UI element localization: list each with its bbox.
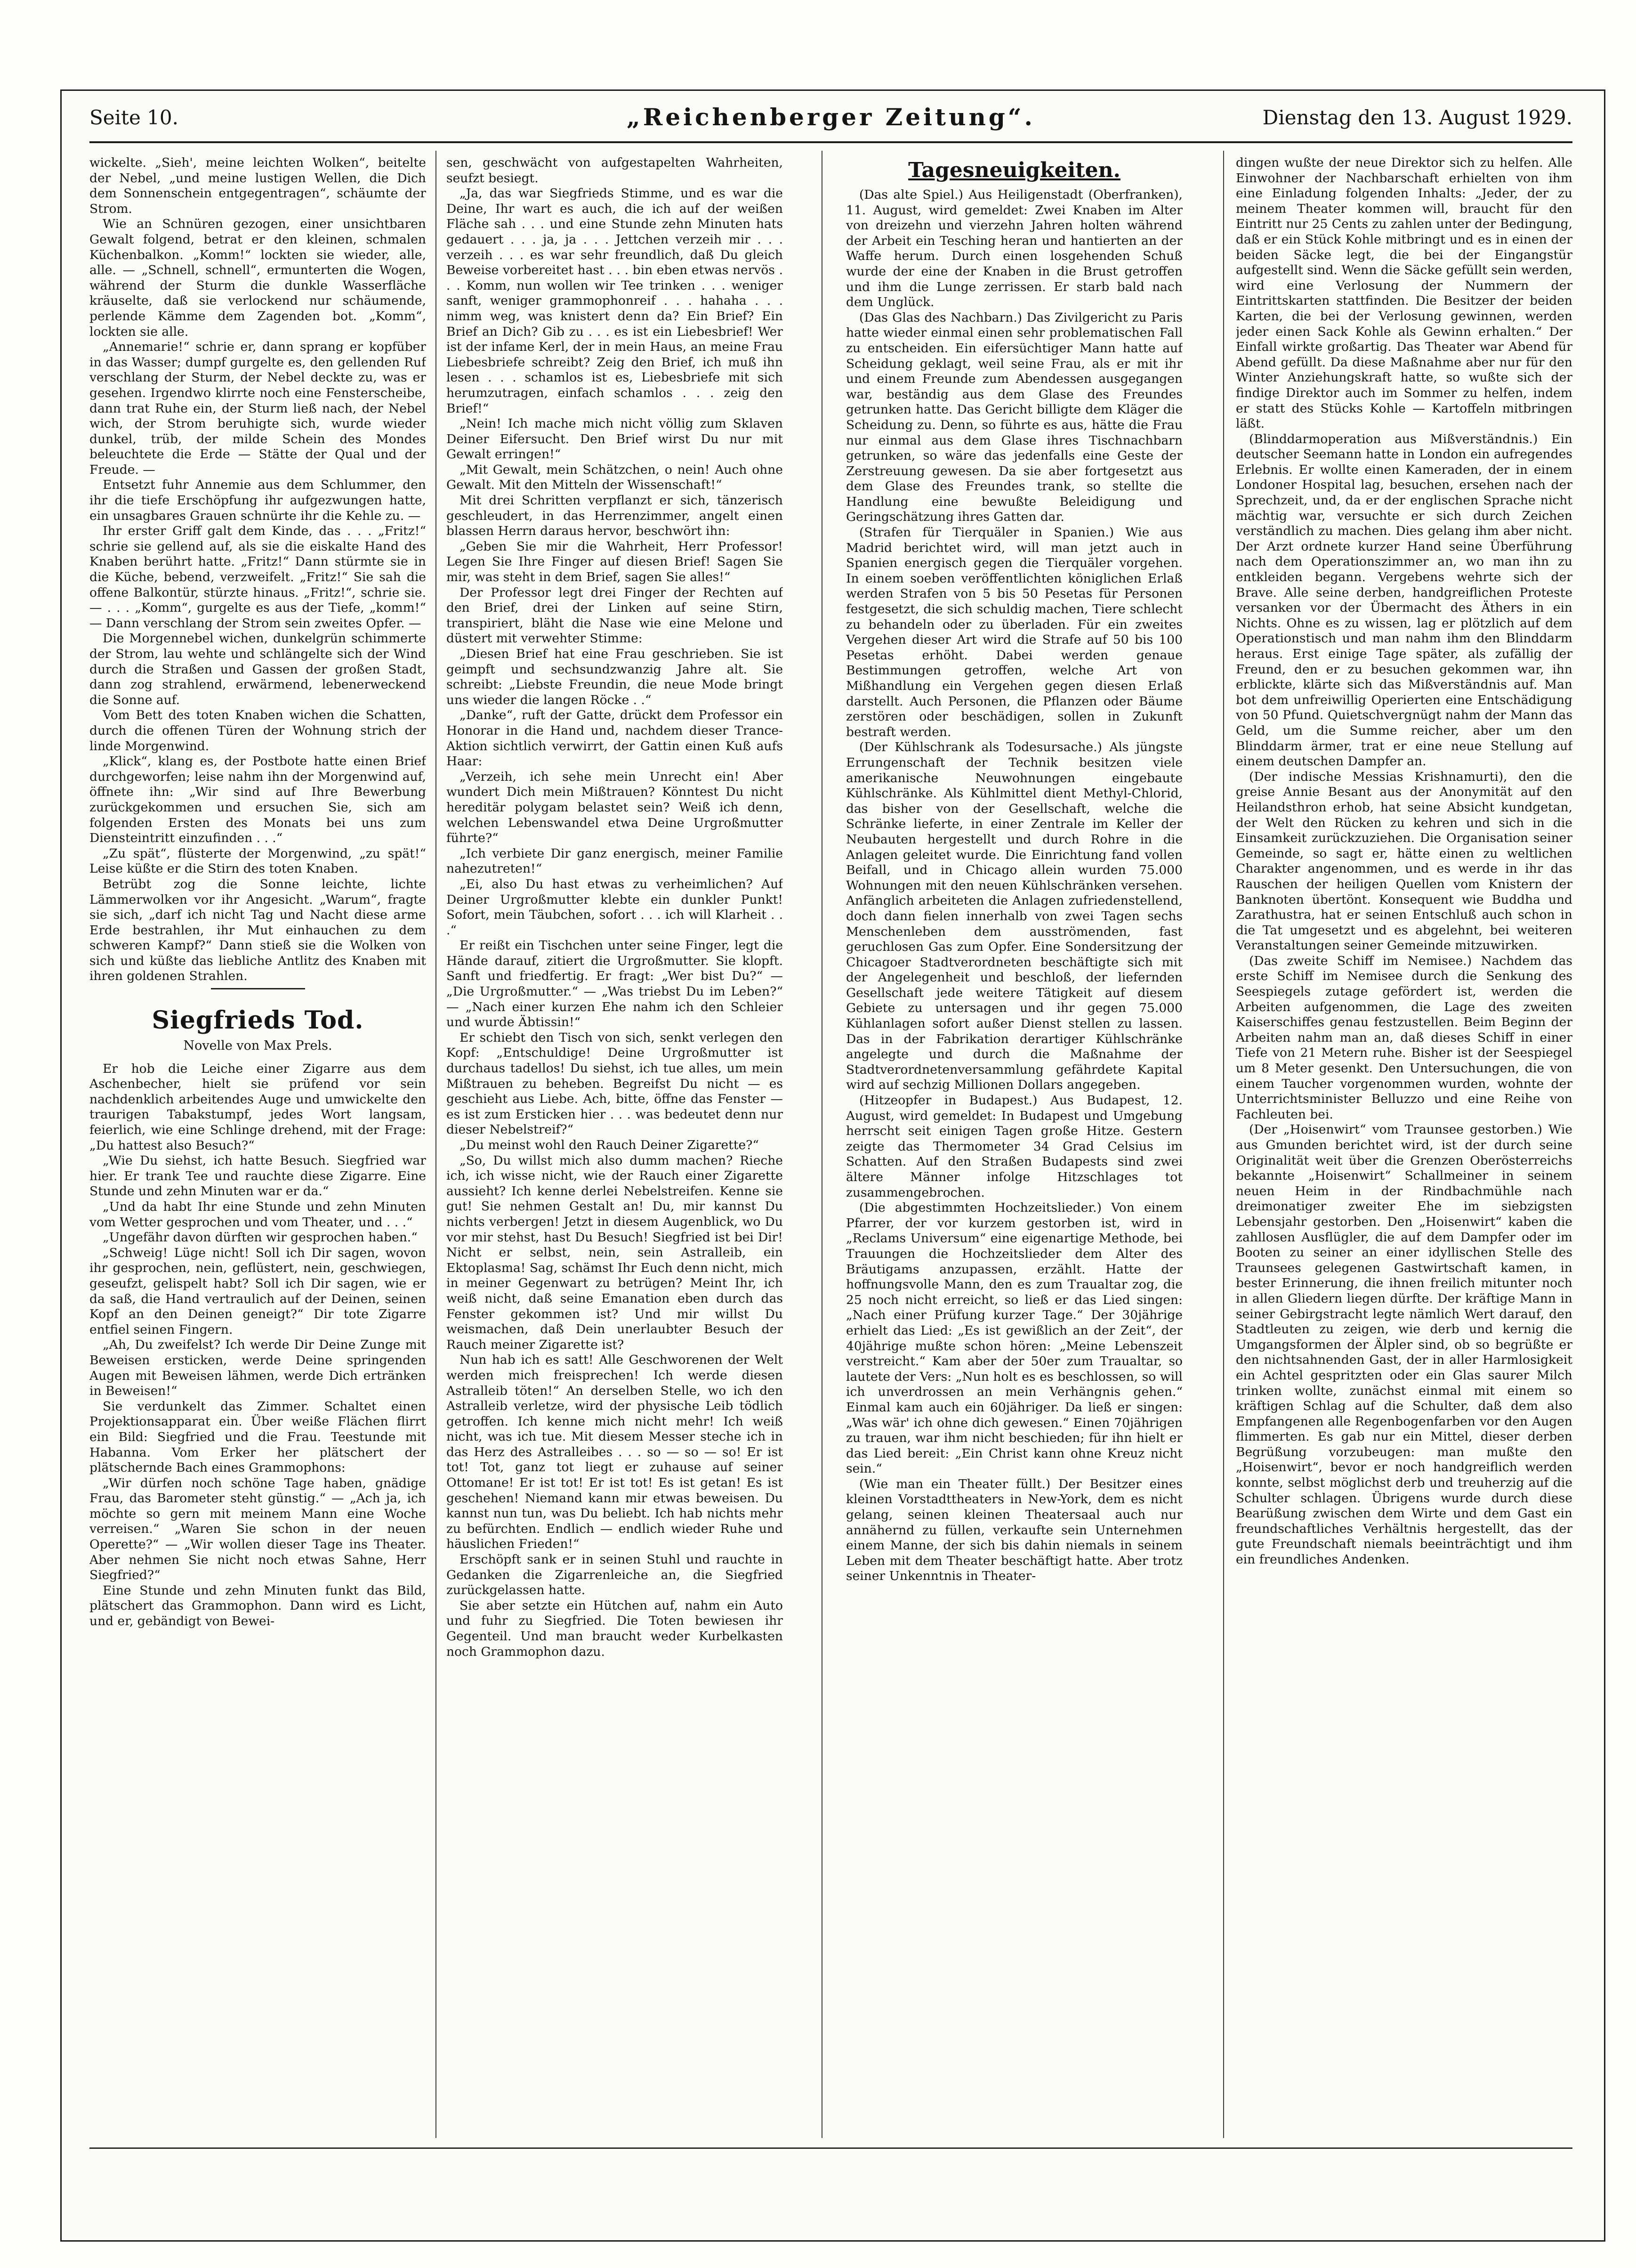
paragraph: Ihr erster Griff galt dem Kinde, das . . . „Fritz!“ schrie sie gellend auf, als sie die eiskalte Hand des Knaben berührt hatte. „Fritz!“ Dann stürmte sie in die Küche, bebend, verzweifelt. „Fritz!“ Sie sah die offene Balkontür, stürzte hinaus. „Fritz!“, schrie sie. — . . . „Komm“, gurgelte es aus der Tiefe, „komm!“ — Dann verschlang der Strom sein zweites Opfer. —	[89, 524, 426, 631]
page-header	[89, 103, 1572, 132]
paragraph: „Verzeih, ich sehe mein Unrecht ein! Aber wundert Dich mein Mißtrauen? Könntest Du nicht hereditär polygam belastet sein? Weiß ich denn, welchen Lebenswandel etwa Deine Urgroßmutter führte?“	[446, 769, 783, 846]
paragraph: „Ich verbiete Dir ganz energisch, meiner Familie nahezutreten!“	[446, 846, 783, 876]
paragraph: „Ja, das war Siegfrieds Stimme, und es war die Deine, Ihr wart es auch, die ich auf der weißen Fläche sah . . . und eine Stunde zehn Minuten hats gedauert . . . ja, ja . . . Jettchen verzeih mir . . . verzeih . . . es war sehr freundlich, daß Du gleich Beweise vorbereitet hast . . . bin eben etwas nervös . . . Komm, nun wollen wir Tee trinken . . . weniger sanft, weniger grammophonreif . . . hahaha . . . nimm weg, was knistert denn da? Ein Brief? Ein Brief an Dich? Gib zu . . . es ist ein Liebesbrief! Wer ist der infame Kerl, der in mein Haus, an meine Frau Liebesbriefe schreibt? Zeig den Brief, ich muß ihn lesen . . . schamlos ist es, Liebesbriefe mit sich herumzutragen, einfach schamlos . . . zeig den Brief!“	[446, 186, 783, 416]
paragraph: Erschöpft sank er in seinen Stuhl und rauchte in Gedanken die Zigarrenleiche an, die Siegfried zurückgelassen hatte.	[446, 1552, 783, 1598]
paragraph: „Danke“, ruft der Gatte, drückt dem Professor ein Honorar in die Hand und, nachdem dieser Trance-Aktion sichtlich verwirrt, der Gattin einen Kuß aufs Haar:	[446, 708, 783, 769]
paragraph: „Klick“, klang es, der Postbote hatte einen Brief durchgeworfen; leise nahm ihn der Morgenwind auf, öffnete ihn: „Wir sind auf Ihre Bewerbung zurückgekommen und ersuchen Sie, sich am folgenden Ersten des Monats bei uns zum Diensteintritt einzufinden . . .“	[89, 754, 426, 846]
paragraph: „Diesen Brief hat eine Frau geschrieben. Sie ist geimpft und sechsundzwanzig Jahre alt. Sie schreibt: „Liebste Freundin, die neue Mode bringt uns wieder die langen Röcke . .“	[446, 647, 783, 707]
footer-rule	[89, 2147, 1572, 2149]
paragraph: Die Morgennebel wichen, dunkelgrün schimmerte der Strom, lau wehte und schlängelte sich der Wind durch die Straßen und Gassen der großen Stadt, dann zog strahlend, erwärmend, lebenerweckend die Sonne auf.	[89, 631, 426, 707]
paragraph: „Geben Sie mir die Wahrheit, Herr Professor! Legen Sie Ihre Finger auf diesen Brief! Sagen Sie mir, was steht in dem Brief, sagen Sie alles!“	[446, 539, 783, 585]
paragraph: Sie aber setzte ein Hütchen auf, nahm ein Auto und fuhr zu Siegfried. Die Toten bewiesen ihr Gegenteil. Und man braucht weder Kurbelkasten noch Grammophon dazu.	[446, 1598, 783, 1659]
paragraph: Er schiebt den Tisch von sich, senkt verlegen den Kopf: „Entschuldige! Deine Urgroßmutter ist durchaus tadellos! Du siehst, ich tue alles, um mein Mißtrauen zu beheben. Begreifst Du nicht — es geschieht aus Liebe. Ach, bitte, öffne das Fenster — es ist zum Ersticken hier . . . was bedeutet denn nur dieser Nebelstreif?“	[446, 1030, 783, 1137]
paragraph: sen, geschwächt von aufgestapelten Wahrheiten, seufzt besiegt.	[446, 155, 783, 186]
paragraph: „Ei, also Du hast etwas zu verheimlichen? Auf Deiner Urgroßmutter klebte ein dunkler Punkt! Sofort, mein Täubchen, sofort . . . ich will Klarheit . . .“	[446, 876, 783, 938]
paragraph: „Zu spät“, flüsterte der Morgenwind, „zu spät!“ Leise küßte er die Stirn des toten Knaben.	[89, 846, 426, 876]
news-item: (Der indische Messias Krishnamurti), den die greise Annie Besant aus der Anonymität auf den Heilandsthron erhob, hat seine Absicht kundgetan, der Welt den Rücken zu kehren und sich in die Einsamkeit zurückzuziehen. Die Organisation seiner Gemeinde, so sagt er, hätte einen zu weltlichen Charakter angenommen, und es werde in ihr das Rauschen der heiligen Quellen vom Knistern der Banknoten übertönt. Konsequent wie Buddha und Zarathustra, hat er seinen Entschluß auch schon in die Tat umgesetzt und es abgelehnt, bei weiteren Veranstaltungen seiner Gemeinde mitzuwirken.	[1236, 769, 1572, 953]
paragraph: „Wie Du siehst, ich hatte Besuch. Siegfried war hier. Er trank Tee und rauchte diese Zigarre. Eine Stunde und zehn Minuten war er da.“	[89, 1153, 426, 1199]
news-item: dingen wußte der neue Direktor sich zu helfen. Alle Einwohner der Nachbarschaft erhielten von ihm eine Einladung folgenden Inhalts: „Jeder, der zu meinem Theater kommen will, braucht für den Eintritt nur 25 Cents zu zahlen unter der Bedingung, daß er ein Stück Kohle mitbringt und es in einen der beiden Säcke legt, die bei der Eingangstür aufgestellt sind. Wenn die Säcke gefüllt sein werden, wird eine Verlosung der Nummern der Eintrittskarten stattfinden. Die Besitzer der beiden Karten, die bei der Verlosung gewinnen, werden jeder einen Sack Kohle als Gewinn erhalten.“ Der Einfall wirkte großartig. Das Theater war Abend für Abend gefüllt. Da diese Maßnahme aber nur für den Winter Anziehungskraft hatte, so wußte sich der findige Direktor auch im Sommer zu helfen, indem er statt des Stücks Kohle — Kartoffeln mitbringen läßt.	[1236, 155, 1572, 431]
paragraph: „Nein! Ich mache mich nicht völlig zum Sklaven Deiner Eifersucht. Den Brief wirst Du nur mit Gewalt erringen!“	[446, 416, 783, 462]
paragraph: „So, Du willst mich also dumm machen? Rieche ich, ich wisse nicht, wie der Rauch einer Zigarette aussieht? Ich kenne derlei Nebelstreifen. Kenne sie gut! Sie nehmen Gestalt an! Du, mir kannst Du nichts verbergen! Jetzt in diesem Augenblick, wo Du vor mir stehst, hast Du Besuch! Siegfried ist bei Dir! Nicht er selbst, nein, sein Astralleib, ein Ektoplasma! Sag, schämst Ihr Euch denn nicht, mich in meiner Gegenwart zu betrügen? Meint Ihr, ich weiß nicht, daß seine Emanation eben durch das Fenster gekommen ist? Und mir willst Du weismachen, daß Dein unerlaubter Besuch der Rauch meiner Zigarette ist?	[446, 1153, 783, 1352]
paragraph: Wie an Schnüren gezogen, einer unsichtbaren Gewalt folgend, betrat er den kleinen, schmalen Küchenbalkon. „Komm!“ lockten sie wieder, alle, alle. — „Schnell, schnell“, ermunterten die Wogen, während der Sturm die dunkle Wasserfläche kräuselte, daß sie verlockend nur schäumende, perlende Kämme dem Zagenden bot. „Komm“, lockten sie alle.	[89, 217, 426, 339]
paragraph: Sie verdunkelt das Zimmer. Schaltet einen Projektionsapparat ein. Über weiße Flächen flirrt ein Bild: Siegfried und die Frau. Teestunde mit Habanna. Vom Erker her plätschert der plätschernde Bach eines Grammophons:	[89, 1399, 426, 1475]
paragraph: „Und da habt Ihr eine Stunde und zehn Minuten vom Wetter gesprochen und vom Theater, und . . .“	[89, 1199, 426, 1230]
story-separator	[211, 988, 305, 989]
column-4	[1236, 155, 1572, 2143]
news-item: (Das Glas des Nachbarn.) Das Zivilgericht zu Paris hatte wieder einmal einen sehr problematischen Fall zu entscheiden. Ein eifersüchtiger Mann hatte auf Scheidung geklagt, weil seine Frau, als er mit ihr und einem Freunde zum Abendessen ausgegangen war, beständig aus dem Glase des Freundes getrunken hatte. Das Gericht billigte dem Kläger die Scheidung zu. Denn, so führte es aus, hätte die Frau nur einmal aus dem Glase ihres Tischnachbarn getrunken, so wäre das jedenfalls eine Geste der Zerstreuung gewesen. Da sie aber fortgesetzt aus dem Glase des Freundes trank, so stellte die Handlung eine bewußte Beleidigung und Geringschätzung ihres Gatten dar.	[846, 310, 1183, 525]
paragraph: Nun hab ich es satt! Alle Geschworenen der Welt werden mich freisprechen! Ich werde diesen Astralleib töten!“ An derselben Stelle, wo ich den Astralleib verletze, wird der physische Leib tödlich getroffen. Ich kenne mich nicht mehr! Ich weiß nicht, was ich tue. Mit diesem Messer steche ich in das Herz des Astralleibes . . . so — so — so! Er ist tot! Tot, ganz tot liegt er zuhause auf seiner Ottomane! Er ist tot! Er ist tot! Es ist getan! Es ist geschehen! Niemand kann mir etwas beweisen. Du kannst nun tun, was Du beliebt. Ich hab nichts mehr zu befürchten. Endlich — endlich wieder Ruhe und häuslichen Frieden!“	[446, 1353, 783, 1552]
story-title: Siegfrieds Tod.	[152, 1006, 364, 1035]
paragraph: Betrübt zog die Sonne leichte, lichte Lämmerwolken vor ihr Angesicht. „Warum“, fragte sie sich, „darf ich nicht Tag und Nacht diese arme Erde bestrahlen, ihr Mut einhauchen zu dem schweren Kampf?“ Dann stieß sie die Wolken von sich und küßte das liebliche Antlitz des Knaben mit ihren goldenen Strahlen.	[89, 876, 426, 984]
paragraph: Er reißt ein Tischchen unter seine Finger, legt die Hände darauf, zitiert die Urgroßmutter. Sie klopft. Sanft und friedfertig. Er fragt: „Wer bist Du?“ — „Die Urgroßmutter.“ — „Was triebst Du im Leben?“ — „Nach einer kurzen Ehe nahm ich den Schleier und wurde Äbtissin!“	[446, 938, 783, 1030]
page-number: Seite 10.	[89, 106, 178, 129]
column-1	[89, 155, 426, 2143]
column-divider	[1223, 151, 1224, 2138]
section-title: Tagesneuigkeiten.	[908, 158, 1120, 182]
paragraph: wickelte. „Sieh', meine leichten Wolken“, beitelte der Nebel, „und meine lustigen Wellen, die Dich dem Sonnenschein entgegentragen“, schäumte der Strom.	[89, 155, 426, 216]
paragraph: „Mit Gewalt, mein Schätzchen, o nein! Auch ohne Gewalt. Mit den Mitteln der Wissenschaft!“	[446, 462, 783, 493]
paragraph: Eine Stunde und zehn Minuten funkt das Bild, plätschert das Grammophon. Dann wird es Licht, und er, gebändigt von Bewei-	[89, 1583, 426, 1629]
masthead-title: „Reichenberger Zeitung“.	[627, 103, 1035, 131]
news-item: (Wie man ein Theater füllt.) Der Besitzer eines kleinen Vorstadttheaters in New-York, dem es nicht gelang, seinen kleinen Theatersaal auch nur annähernd zu füllen, verkaufte sein Unternehmen einem Manne, der sich bis dahin niemals in seinem Leben mit dem Theater beschäftigt hatte. Aber trotz seiner Unkenntnis in Theater-	[846, 1476, 1183, 1584]
column-divider	[435, 151, 436, 2138]
news-item: (Der „Hoisenwirt“ vom Traunsee gestorben.) Wie aus Gmunden berichtet wird, ist der durch seine Originalität weit über die Grenzen Oberösterreichs bekannte „Hoisenwirt“ Schallmeiner in seinem neuen Heim in der Rindbachmühle nach dreimonatiger zweiter Ehe im siebzigsten Lebensjahr gestorben. Den „Hoisenwirt“ kaben die zahllosen Ausflügler, die auf dem Dampfer oder im Booten zu seiner an einer idyllischen Stelle des Traunsees gelegenen Gastwirtschaft kamen, in bester Erinnerung, die ihnen freilich mitunter noch in allen Gliedern liegen dürfte. Der kräftige Mann in seiner Gebirgstracht legte nämlich Wert darauf, den Stadtleuten zu zeigen, wie derb und kernig die Umgangsformen der Älpler sind, ob so begrüßte er den nichtsahnenden Gast, der in aller Harmlosigkeit ein Achtel gespritzten oder ein Glas saurer Milch trinken wollte, zunächst einmal mit einem so kräftigen Schlag auf die Schulter, daß dem also Empfangenen alle Regenbogenfarben vor den Augen flimmerten. Es gab nur ein Mittel, dieser derben Begrüßung vorzubeugen: man mußte den „Hoisenwirt“, bevor er noch handgreiflich werden konnte, selbst möglichst derb und treuherzig auf die Schulter schlagen. Übrigens wurde durch diese Bearüßung zwischen dem Wirte und dem Gast ein freundschaftliches Verhältnis hergestellt, das der gute Freundschaft niemals beeinträchtigt und ihm ein freundliches Andenken.	[1236, 1122, 1572, 1567]
news-item: (Der Kühlschrank als Todesursache.) Als jüngste Errungenschaft der Technik besitzen viele amerikanische Neuwohnungen eingebaute Kühlschränke. Als Kühlmittel dient Methyl-Chlorid, das bisher von der Gesellschaft, welche die Schränke lieferte, in einer Zentrale im Keller der Neubauten hergestellt und durch Rohre in die Anlagen geleitet wurde. Die Einrichtung fand vollen Beifall, und in Chicago allein wurden 75.000 Wohnungen mit den neuen Kühlschränken versehen. Anfänglich arbeiteten die Anlagen zufriedenstellend, doch dann fielen innerhalb von zwei Tagen sechs Menschenleben dem ausströmenden, fast geruchlosen Gas zum Opfer. Eine Sondersitzung der Chicagoer Stadtverordneten beschäftigte sich mit der Angelegenheit und beschloß, der liefernden Gesellschaft jede weitere Tätigkeit auf diesem Gebiete zu untersagen und ihr gegen 75.000 Kühlanlagen sofort außer Dienst stellen zu lassen. Das in der Fabrikation derartiger Kühlschränke angelegte und durch die Maßnahme der Stadtverordnetenversammlung gefährdete Kapital wird auf sechzig Millionen Dollars angegeben.	[846, 740, 1183, 1093]
column-3	[846, 155, 1183, 2143]
paragraph: „Schweig! Lüge nicht! Soll ich Dir sagen, wovon ihr gesprochen, nein, geflüstert, nein, geschwiegen, geseufzt, gelispelt habt? Soll ich Dir sagen, wie er da saß, die Hand vertraulich auf der Deinen, seinen Kopf an den Deinen geneigt?“ Dir tote Zigarre entfiel seinen Fingern.	[89, 1245, 426, 1337]
paragraph: „Wir dürfen noch schöne Tage haben, gnädige Frau, das Barometer steht günstig.“ — „Ach ja, ich möchte so gern mit meinem Mann eine Woche verreisen.“ „Waren Sie schon in der neuen Operette?“ — „Wir wollen dieser Tage ins Theater. Aber nehmen Sie nicht noch etwas Sahne, Herr Siegfried?“	[89, 1475, 426, 1583]
news-item: (Die abgestimmten Hochzeitslieder.) Von einem Pfarrer, der vor kurzem gestorben ist, wird in „Reclams Universum“ eine eigenartige Methode, bei Trauungen die Hochzeitslieder dem Alter des Bräutigams anzupassen, erzählt. Hatte der hoffnungsvolle Mann, den es zum Traualtar zog, die 25 noch nicht erreicht, so ließ er das Lied singen: „Nach einer Prüfung kurzer Tage.“ Der 30jährige erhielt das Lied: „Es ist gewißlich an der Zeit“, der 40jährige mußte schon hören: „Meine Lebenszeit verstreicht.“ Kam aber der 50er zum Traualtar, so lautete der Vers: „Nun holt es es beschlossen, so will ich unverdrossen an mein Verhängnis gehen.“ Einmal kam auch ein 60jähriger. Da ließ er singen: „Was wär' ich ohne dich gewesen.“ Einen 70jährigen zu trauen, war ihm nicht beschieden; für ihn hielt er das Lied bereit: „Ein Christ kann ohne Kreuz nicht sein.“	[846, 1200, 1183, 1476]
paragraph: „Annemarie!“ schrie er, dann sprang er kopfüber in das Wasser; dumpf gurgelte es, den gellenden Ruf verschlang der Sturm, der Nebel deckte zu, was er gesehen. Irgendwo klirrte noch eine Fensterscheibe, dann trat Ruhe ein, der Sturm ließ nach, der Nebel wich, der Strom beruhigte sich, wurde wieder dunkel, trüb, der milde Schein des Mondes beleuchtete die Erde — Stätte der Qual und der Freude. —	[89, 340, 426, 477]
paragraph: Vom Bett des toten Knaben wichen die Schatten, durch die offenen Türen der Wohnung strich der linde Morgenwind.	[89, 708, 426, 753]
paragraph: Mit drei Schritten verpflanzt er sich, tänzerisch geschleudert, in das Herrenzimmer, angelt einen blassen Herrn daraus hervor, beschwört ihn:	[446, 493, 783, 539]
paragraph: Der Professor legt drei Finger der Rechten auf den Brief, drei der Linken auf seine Stirn, transpiriert, bläht die Nase wie eine Melone und düstert mit verwehter Stimme:	[446, 585, 783, 646]
paragraph: Entsetzt fuhr Annemie aus dem Schlummer, den ihr die tiefe Erschöpfung ihr aufgezwungen hatte, ein unsagbares Grauen schnürte ihr die Kehle zu. —	[89, 478, 426, 523]
paragraph: „Du meinst wohl den Rauch Deiner Zigarette?“	[459, 1138, 759, 1152]
header-rule	[89, 141, 1572, 143]
paragraph: Er hob die Leiche einer Zigarre aus dem Aschenbecher, hielt sie prüfend vor sein nachdenklich arbeitendes Auge und umwickelte den traurigen Tabakstumpf, jedes Wort langsam, feierlich, wie eine Schlinge drehend, mit der Frage: „Du hattest also Besuch?“	[89, 1061, 426, 1153]
column-2	[446, 155, 783, 2143]
news-item: (Strafen für Tierquäler in Spanien.) Wie aus Madrid berichtet wird, will man jetzt auch in Spanien energisch gegen die Tierquäler vorgehen. In einem soeben veröffentlichten königlichen Erlaß werden Strafen von 5 bis 50 Pesetas für Personen festgesetzt, die sich schuldig machen, Tiere schlecht zu behandeln oder zu überladen. Für ein zweites Vergehen dieser Art wird die Strafe auf 50 bis 100 Pesetas erhöht. Dabei werden genaue Bestimmungen getroffen, welche Art von Mißhandlung ein Vergehen gegen diesen Erlaß darstellt. Auch Personen, die Pflanzen oder Bäume zerstören oder beschädigen, sollen in Zukunft bestraft werden.	[846, 525, 1183, 739]
story-byline: Novelle von Max Prels.	[183, 1038, 332, 1053]
paragraph: „Ungefähr davon dürften wir gesprochen haben.“	[103, 1230, 418, 1245]
news-item: (Das zweite Schiff im Nemisee.) Nachdem das erste Schiff im Nemisee durch die Senkung des Seespiegels zutage gefördert ist, werden die Arbeiten aufgenommen, die Lage des zweiten Kaiserschiffes genau festzustellen. Beim Beginn der Arbeiten nahm man an, daß dieses Schiff in einer Tiefe von 21 Metern ruhe. Bisher ist der Seespiegel um 8 Meter gesenkt. Den Untersuchungen, die von einem Taucher vorgenommen wurden, wohnte der Unterrichtsminister Belluzzo und eine Reihe von Fachleuten bei.	[1236, 953, 1572, 1122]
news-item: (Hitzeopfer in Budapest.) Aus Budapest, 12. August, wird gemeldet: In Budapest und Umgebung herrscht seit einigen Tagen große Hitze. Gestern zeigte das Thermometer 34 Grad Celsius im Schatten. Auf den Straßen Budapests sind zwei ältere Männer infolge Hitzschlages tot zusammengebrochen.	[846, 1093, 1183, 1200]
issue-date: Dienstag den 13. August 1929.	[1262, 106, 1572, 129]
paragraph: „Ah, Du zweifelst? Ich werde Dir Deine Zunge mit Beweisen ersticken, werde Deine springenden Augen mit Beweisen lähmen, werde Dich ertränken in Beweisen!“	[89, 1337, 426, 1399]
news-item: (Das alte Spiel.) Aus Heiligenstadt (Oberfranken), 11. August, wird gemeldet: Zwei Knaben im Alter von dreizehn und vierzehn Jahren holten während der Arbeit ein Tesching heran und hantierten an der Waffe herum. Durch einen losgehenden Schuß wurde der eine der Knaben in die Brust getroffen und ihm die Lunge zerrissen. Er starb bald nach dem Unglück.	[846, 187, 1183, 310]
news-item: (Blinddarmoperation aus Mißverständnis.) Ein deutscher Seemann hatte in London ein aufregendes Erlebnis. Er wollte einen Kameraden, der in einem Londoner Hospital lag, besuchen, ersehen nach der Sprechzeit, und, da er der englischen Sprache nicht mächtig war, versuchte er sich durch Zeichen verständlich zu machen. Dies gelang ihm aber nicht. Der Arzt ordnete kurzer Hand seine Überführung nach dem Operationszimmer an, wo man ihn zu entkleiden begann. Vergebens wehrte sich der Brave. Alle seine derben, handgreiflichen Proteste versanken vor der Übermacht des Äthers in ein Nichts. Ohne es zu wissen, lag er plötzlich auf dem Operationstisch und man nahm ihm den Blinddarm heraus. Erst einige Tage später, als zufällig der Freund, den er zu besuchen gekommen war, ihn erblickte, klärte sich das Mißverständnis auf. Man bot dem unfreiwillig Operierten eine Entschädigung von 50 Pfund. Quietschvergnügt nahm der Mann das Geld, um die Summe reicher, aber um den Blinddarm ärmer, trat er eine neue Stellung auf einem deutschen Dampfer an.	[1236, 431, 1572, 769]
